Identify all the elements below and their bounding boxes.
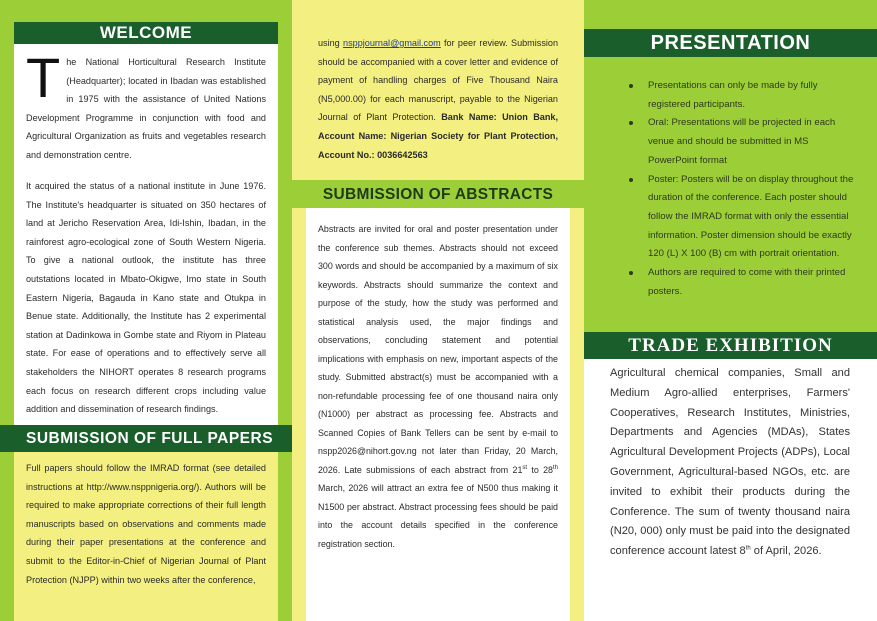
presentation-item-text: Presentations can only be made by fully registered participants. xyxy=(648,80,818,110)
bullet-icon xyxy=(629,84,633,88)
sup-th-april: th xyxy=(745,545,751,552)
abstracts-text-a: Abstracts are invited for oral and poster presentation under the conference sub themes. Abstracts should not exceed 300 words and should be accompanied by a maximum of six keywords. Abstracts should summarize the context and purpose of the study, how the study was performed and statistical analysis used, the major findings and observations, concluding statement and potential implications with emphasis on new, important aspects of the study. Submitted abstract(s) must be accompanied with a non-refundable processing fee of one thousand naira only (N1000) per abstract as processing fee. Abstracts and Scanned Copies of Bank Tellers can be sent by e-mail to nspp2026@nihort.gov.ng not later than Friday, 20 March, 2026. Late submissions of each abstract from 21 xyxy=(318,224,558,475)
abstracts-text-c: March, 2026 will attract an extra fee of N500 thus making it N1500 per abstract. Abstract processing fees should be paid into the account details specified in the conference registration section. xyxy=(318,483,558,549)
drop-cap: T xyxy=(26,46,61,109)
full-papers-heading: SUBMISSION OF FULL PAPERS xyxy=(0,425,292,452)
full-papers-text: Full papers should follow the IMRAD format (see detailed instructions at http://www.nsppnigeria.org/). Authors will be required to make appropriate corrections of their full length manuscripts based on observations and comments made during their paper presentations at the conference and submit to the Editor-in-Chief of Nigerian Journal of Plant Protection (NJPP) within two weeks after the conference, xyxy=(26,463,266,585)
trade-exhibition-heading: TRADE EXHIBITION xyxy=(584,332,877,359)
list-item xyxy=(604,77,854,114)
presentation-item-text: Oral: Presentations will be projected in each venue and should be submitted in MS PowerPoint format xyxy=(648,117,836,166)
bullet-icon xyxy=(629,271,633,275)
list-item xyxy=(604,114,854,170)
payment-details: for peer review. Submission should be accompanied with a cover letter and evidence of payment of handling charges of Five Thousand Naira (N5,000.00) for each manuscript, payable to the Nigerian Journal of Plant Protection. xyxy=(318,38,559,123)
bank-details: Bank Name: Union Bank, Account Name: Nigerian Society for Plant Protection, Account No.: 0036642563 xyxy=(318,112,559,160)
trade-text-b: of April, 2026. xyxy=(750,545,822,558)
welcome-paragraph-1-text: he National Horticultural Research Institute (Headquarter); located in Ibadan was established in 1975 with the assistance of United Nations Development Programme in conjunction with food and Agricultural Organization as fruits and vegetables research and demonstration centre. xyxy=(26,57,266,160)
presentation-item-text: Authors are required to come with their printed posters. xyxy=(648,267,846,297)
presentation-item-text: Poster: Posters will be on display throughout the duration of the conference. Each poster should follow the IMRAD format with only the essential information. Poster dimension should be exactly 120 (L) X 100 (B) cm with portrait orientation. xyxy=(648,173,854,260)
payment-text xyxy=(318,34,558,164)
trade-text-a: Agricultural chemical companies, Small and Medium Agro-allied enterprises, Farmers' Cooperatives, Research Institutes, Ministries, Departments and Agencies (MDAs), States Agricultural Development Projects (ADPs), Local Government, Agricultural-based NGOs, etc. are invited to exhibit their products during the Conference. The sum of twenty thousand naira (N20, 000) only must be paid into the designated conference account latest 8 xyxy=(610,367,850,558)
welcome-heading: WELCOME xyxy=(14,22,278,44)
welcome-paragraph-2: It acquired the status of a national institute in June 1976. The Institute's headquarter is situated on 350 hectares of land at Jericho Reservation Area, Idi-Ishin, Ibadan, in the rainforest agro-ecological zone of South Western Nigeria. To give a national outlook, the institute has three outstations located in Mbato-Okigwe, Imo state in South Eastern Nigeria, Bagauda in Kano state and Otukpa in Benue state. Additionally, the Institute has 2 experimental station at Dadinkowa in Gombe state and Riyom in Plateau state. For ease of operations and to effectively serve all stakeholders the NIHORT operates 8 research programs each focus on research different crops including value addition and dissemination of research findings. xyxy=(26,181,266,415)
presentation-list xyxy=(604,77,854,301)
abstracts-text-b: to 28 xyxy=(527,464,553,475)
list-item xyxy=(604,171,854,265)
journal-email-link[interactable]: nsppjournal@gmail.com xyxy=(343,38,441,48)
sup-st: st xyxy=(522,464,528,471)
abstracts-text xyxy=(318,220,558,553)
abstracts-heading: SUBMISSION OF ABSTRACTS xyxy=(322,186,554,203)
bullet-icon xyxy=(629,121,633,125)
trade-exhibition-text xyxy=(610,364,850,562)
sup-th: th xyxy=(552,464,558,471)
using-word: using xyxy=(318,38,340,48)
welcome-paragraph-1 xyxy=(26,46,266,165)
presentation-heading: PRESENTATION xyxy=(584,29,877,57)
bullet-icon xyxy=(629,178,633,182)
list-item xyxy=(604,264,854,301)
